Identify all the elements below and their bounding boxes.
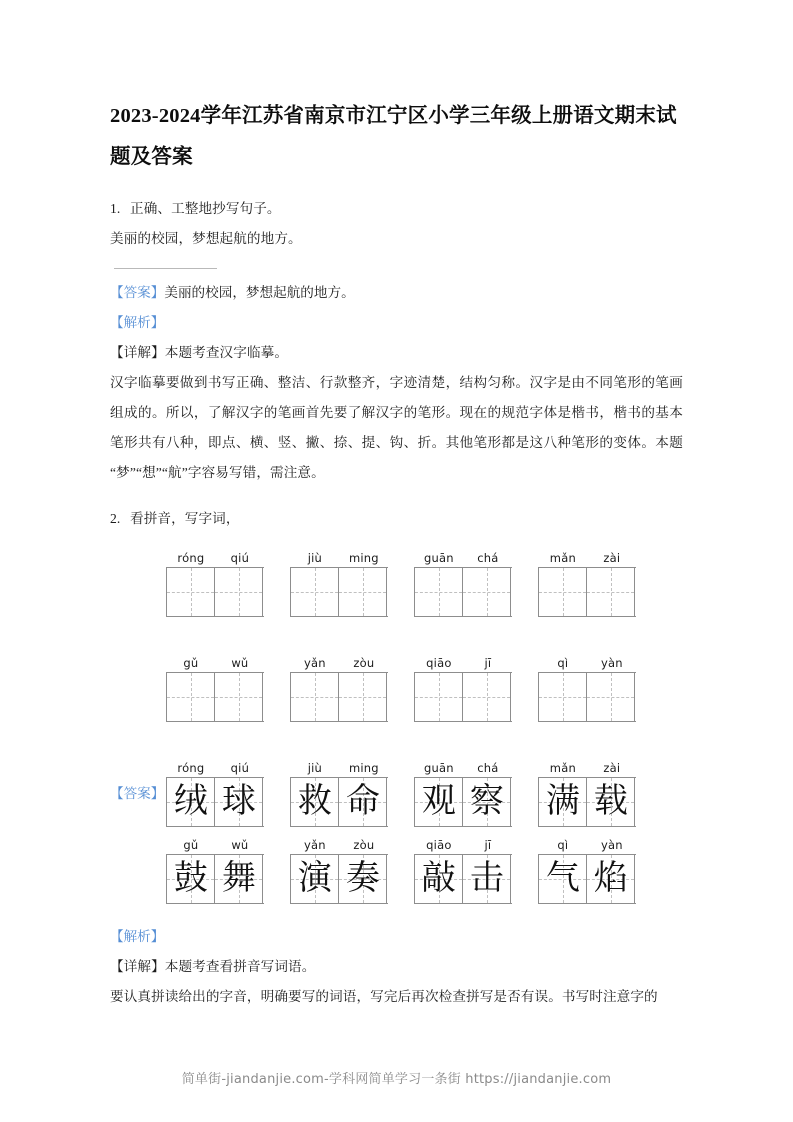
word-block[interactable] (414, 655, 512, 722)
cell-char (167, 673, 214, 721)
word-block[interactable] (290, 655, 388, 722)
pinyin-syllable: wǔ (231, 656, 249, 670)
pinyin-row (538, 837, 636, 854)
pinyin-syllable: qì (557, 656, 569, 670)
question-1-detail-intro-text: 本题考查汉字临摹。 (164, 345, 289, 360)
word-block (538, 760, 636, 827)
cell-char: 鼓 (173, 860, 208, 897)
word-block[interactable] (414, 550, 512, 617)
cell-char: 击 (469, 860, 504, 897)
word-block[interactable] (538, 550, 636, 617)
cell-char (339, 673, 386, 721)
tianzige-cell[interactable] (291, 568, 339, 616)
tianzige-cell[interactable] (291, 673, 339, 721)
word-block (414, 837, 512, 904)
question-1-answer-line (110, 278, 683, 308)
tianzige-cell (539, 855, 587, 903)
word-block[interactable] (290, 550, 388, 617)
pinyin-answer-row-1 (110, 760, 683, 827)
cell-char (539, 673, 586, 721)
cell-char: 焰 (593, 860, 628, 897)
tianzige-cells (166, 777, 264, 827)
word-block (414, 760, 512, 827)
cell-char: 演 (297, 860, 332, 897)
pinyin-syllable: guān (424, 551, 454, 565)
cell-char: 满 (545, 783, 580, 820)
detail-label: 【详解】 (110, 345, 165, 360)
tianzige-cells[interactable] (538, 567, 636, 617)
pinyin-syllable: zài (603, 761, 621, 775)
tianzige-cell[interactable] (215, 568, 263, 616)
tianzige-cell (415, 855, 463, 903)
pinyin-syllable: jiù (307, 761, 323, 775)
cell-char: 球 (221, 783, 256, 820)
cell-char: 奏 (345, 860, 380, 897)
answer-label: 【答案】 (110, 786, 165, 802)
tianzige-cell[interactable] (463, 673, 511, 721)
cell-char: 观 (421, 783, 456, 820)
tianzige-cell (339, 778, 387, 826)
cell-char (167, 568, 214, 616)
pinyin-syllable: qiāo (426, 838, 452, 852)
question-2-prompt-text: 看拼音，写字词， (130, 511, 240, 526)
cell-char (539, 568, 586, 616)
pinyin-syllable: jī (484, 838, 492, 852)
pinyin-blank-row-1 (110, 550, 683, 617)
pinyin-row (290, 837, 388, 854)
question-2-detail-intro-text: 本题考查看拼音写词语。 (164, 959, 316, 974)
tianzige-cells (414, 854, 512, 904)
tianzige-cell (539, 778, 587, 826)
analysis-label: 【解析】 (110, 929, 165, 944)
pinyin-row (166, 760, 264, 777)
word-block (538, 837, 636, 904)
pinyin-row (538, 550, 636, 567)
cell-char: 察 (469, 783, 504, 820)
cell-char (463, 568, 510, 616)
pinyin-row (290, 760, 388, 777)
tianzige-cells (290, 854, 388, 904)
pinyin-syllable: ming (348, 761, 379, 775)
pinyin-syllable: ming (348, 551, 379, 565)
tianzige-cell (587, 778, 635, 826)
pinyin-syllable: mǎn (549, 551, 576, 565)
tianzige-cell (215, 855, 263, 903)
pinyin-syllable: yǎn (304, 838, 326, 852)
pinyin-syllable: wǔ (231, 838, 249, 852)
tianzige-cells (538, 854, 636, 904)
cell-char: 载 (593, 783, 628, 820)
pinyin-row (290, 655, 388, 672)
word-block[interactable] (538, 655, 636, 722)
question-2-detail-intro (110, 952, 683, 982)
cell-char (215, 673, 262, 721)
question-1-prompt (110, 194, 683, 224)
cell-char (339, 568, 386, 616)
question-2-number: 2. (110, 511, 121, 526)
tianzige-cell[interactable] (539, 673, 587, 721)
tianzige-cells (538, 777, 636, 827)
pinyin-syllable: róng (177, 551, 205, 565)
tianzige-cell (587, 855, 635, 903)
footer-watermark: 简单街-jiandanjie.com-学科网简单学习一条街 https://jiandanjie.com (181, 1072, 612, 1087)
pinyin-row (538, 760, 636, 777)
pinyin-syllable: jiù (307, 551, 323, 565)
cell-char (587, 673, 634, 721)
pinyin-syllable: zài (603, 551, 621, 565)
tianzige-cells (414, 777, 512, 827)
tianzige-cell[interactable] (167, 673, 215, 721)
pinyin-syllable: yàn (601, 838, 623, 852)
pinyin-row (414, 550, 512, 567)
pinyin-row (538, 655, 636, 672)
cell-char (415, 673, 462, 721)
tianzige-cell (291, 778, 339, 826)
pinyin-syllable: qì (557, 838, 569, 852)
question-1-answer-text: 美丽的校园，梦想起航的地方。 (164, 285, 355, 300)
cell-char (291, 673, 338, 721)
tianzige-cells[interactable] (538, 672, 636, 722)
word-block (166, 760, 264, 827)
question-1-detail-body: 汉字临摹要做到书写正确、整洁、行款整齐，字迹清楚，结构匀称。汉字是由不同笔形的笔画组成的。所以，了解汉字的笔画首先要了解汉字的笔形。现在的规范字体是楷书，楷书的基本笔形共有八种，即点、横、竖、撇、捺、提、钩、折。其他笔形都是这八种笔形的变体。本题“梦”“想”“航”字容易写错，需注意。 (110, 375, 683, 480)
tianzige-cells[interactable] (290, 567, 388, 617)
cell-char (215, 568, 262, 616)
word-block (166, 837, 264, 904)
tianzige-cell[interactable] (215, 673, 263, 721)
tianzige-cells[interactable] (166, 672, 264, 722)
cell-char (463, 673, 510, 721)
pinyin-row (166, 550, 264, 567)
pinyin-row (290, 550, 388, 567)
tianzige-cell (215, 778, 263, 826)
tianzige-cell (167, 778, 215, 826)
tianzige-cell[interactable] (539, 568, 587, 616)
question-2-analysis-line (110, 922, 683, 952)
cell-char (415, 568, 462, 616)
tianzige-cells[interactable] (414, 672, 512, 722)
word-block (290, 837, 388, 904)
cell-char: 救 (297, 783, 332, 820)
pinyin-row (166, 655, 264, 672)
pinyin-row (414, 655, 512, 672)
analysis-label: 【解析】 (110, 315, 165, 330)
pinyin-syllable: zòu (353, 838, 375, 852)
tianzige-cell (339, 855, 387, 903)
tianzige-cells (166, 854, 264, 904)
pinyin-syllable: chá (477, 551, 499, 565)
pinyin-syllable: zòu (353, 656, 375, 670)
answer-label: 【答案】 (110, 285, 165, 300)
tianzige-cell (463, 855, 511, 903)
tianzige-cell[interactable] (587, 568, 635, 616)
tianzige-cell (415, 778, 463, 826)
pinyin-answer-row-2 (110, 837, 683, 904)
pinyin-syllable: chá (477, 761, 499, 775)
pinyin-row (414, 837, 512, 854)
tianzige-cells (290, 777, 388, 827)
pinyin-syllable: qiāo (426, 656, 452, 670)
pinyin-syllable: yàn (601, 656, 623, 670)
question-2-prompt (110, 504, 683, 534)
cell-char: 气 (545, 860, 580, 897)
word-block[interactable] (166, 550, 264, 617)
tianzige-cell[interactable] (167, 568, 215, 616)
pinyin-blank-row-2 (110, 655, 683, 722)
pinyin-syllable: guān (424, 761, 454, 775)
cell-char (587, 568, 634, 616)
question-1-analysis-line (110, 308, 683, 338)
pinyin-syllable: qiú (230, 761, 250, 775)
tianzige-cell[interactable] (415, 568, 463, 616)
tianzige-cell[interactable] (463, 568, 511, 616)
tianzige-cell[interactable] (339, 673, 387, 721)
question-2-detail-body: 要认真拼读给出的字音，明确要写的词语，写完后再次检查拼写是否有误。书写时注意字的 (110, 989, 658, 1004)
answer-separator (114, 268, 217, 269)
question-1-detail-intro (110, 338, 683, 368)
pinyin-syllable: gǔ (183, 838, 199, 852)
tianzige-cells[interactable] (414, 567, 512, 617)
pinyin-row (414, 760, 512, 777)
cell-char (291, 568, 338, 616)
cell-char: 敲 (421, 860, 456, 897)
pinyin-syllable: jī (484, 656, 492, 670)
cell-char: 绒 (173, 783, 208, 820)
question-1-number: 1. (110, 201, 121, 216)
tianzige-cells[interactable] (290, 672, 388, 722)
tianzige-cells[interactable] (166, 567, 264, 617)
cell-char: 舞 (221, 860, 256, 897)
pinyin-syllable: mǎn (549, 761, 576, 775)
page-title: 2023-2024学年江苏省南京市江宁区小学三年级上册语文期末试题及答案 (110, 105, 677, 168)
pinyin-syllable: gǔ (183, 656, 199, 670)
pinyin-syllable: róng (177, 761, 205, 775)
question-1-prompt-text: 正确、工整地抄写句子。 (130, 201, 281, 216)
word-block (290, 760, 388, 827)
pinyin-syllable: qiú (230, 551, 250, 565)
pinyin-row (166, 837, 264, 854)
detail-label: 【详解】 (110, 959, 165, 974)
word-block[interactable] (166, 655, 264, 722)
cell-char: 命 (345, 783, 380, 820)
question-1-content: 美丽的校园，梦想起航的地方。 (110, 231, 302, 246)
tianzige-cell (463, 778, 511, 826)
tianzige-cell[interactable] (587, 673, 635, 721)
tianzige-cell[interactable] (415, 673, 463, 721)
tianzige-cell (167, 855, 215, 903)
pinyin-syllable: yǎn (304, 656, 326, 670)
tianzige-cell (291, 855, 339, 903)
tianzige-cell[interactable] (339, 568, 387, 616)
